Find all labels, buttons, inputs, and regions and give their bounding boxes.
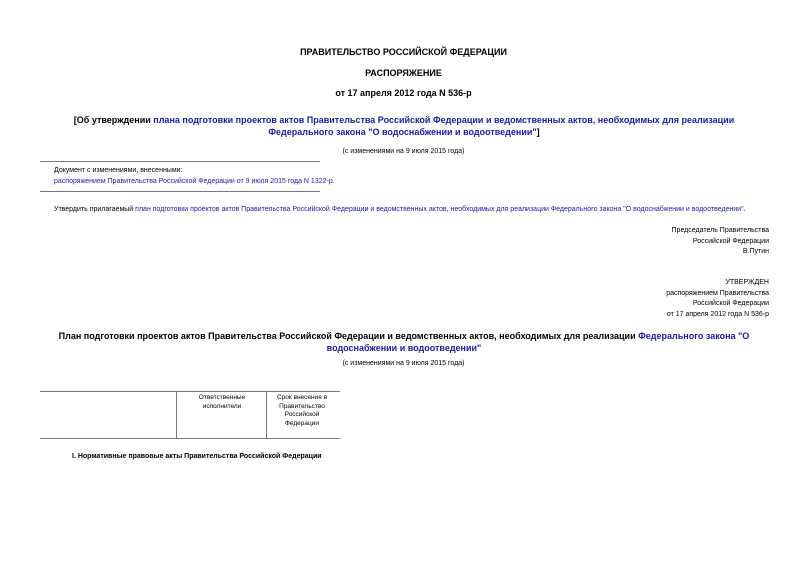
title-link[interactable]: плана подготовки проектов актов Правительства Российской Федерации и ведомственных актов, необходимых для реализации Федерального закона "О водоснабжении и водоотведении" bbox=[153, 115, 735, 137]
approval-label: УТВЕРЖДЕН bbox=[725, 279, 769, 286]
changes-note: (с изменениями на 9 июля 2015 года) bbox=[342, 148, 465, 155]
approval-country: Российской Федерации bbox=[692, 300, 769, 307]
column-header-responsible: Ответственные исполнители bbox=[198, 394, 246, 410]
table-bottom-rule bbox=[40, 438, 340, 439]
approval-date: от 17 апреля 2012 года N 536-р bbox=[666, 310, 769, 318]
amendment-suffix: . bbox=[332, 178, 335, 185]
document-title bbox=[40, 114, 768, 138]
amendments-top-rule bbox=[40, 161, 320, 162]
plan-title-text: План подготовки проектов актов Правительства Российской Федерации и ведомственных актов, необходимых для реализации bbox=[58, 331, 639, 341]
amendment-link[interactable]: распоряжением Правительства Российской Федерации от 9 июля 2015 года N 1322-р bbox=[54, 178, 333, 185]
amendments-line bbox=[54, 177, 335, 186]
document-date: от 17 апреля 2012 года N 536-р bbox=[335, 88, 472, 98]
table-divider-2 bbox=[266, 391, 267, 438]
plan-title bbox=[40, 330, 768, 354]
column-header-deadline: Срок внесения в Правительство Российской Федерации bbox=[276, 394, 328, 427]
signature-name: В.Путин bbox=[742, 248, 769, 255]
signature-country: Российской Федерации bbox=[692, 237, 769, 245]
title-close: ] bbox=[536, 127, 540, 137]
signature-block bbox=[672, 226, 769, 258]
table-top-rule bbox=[40, 391, 340, 392]
body-suffix: . bbox=[743, 206, 746, 213]
body-paragraph bbox=[54, 205, 746, 214]
title-open: [Об утверждении bbox=[73, 115, 154, 125]
table-divider-1 bbox=[176, 391, 177, 438]
document-type: РАСПОРЯЖЕНИЕ bbox=[365, 68, 442, 78]
approval-by: распоряжением Правительства bbox=[666, 289, 769, 297]
section-heading: I. Нормативные правовые акты Правительства Российской Федерации bbox=[72, 453, 322, 460]
approval-block bbox=[666, 278, 769, 320]
body-prefix: Утвердить прилагаемый bbox=[54, 206, 136, 213]
government-name: ПРАВИТЕЛЬСТВО РОССИЙСКОЙ ФЕДЕРАЦИИ bbox=[300, 47, 507, 57]
amendments-bottom-rule bbox=[40, 191, 320, 192]
plan-changes-note: (с изменениями на 9 июля 2015 года) bbox=[342, 360, 465, 367]
amendments-intro: Документ с изменениями, внесенными: bbox=[54, 167, 183, 174]
plan-link[interactable]: план подготовки проектов актов Правительства Российской Федерации и ведомственных актов, необходимых для реализации Федерального закона "О водоснабжении и водоотведении" bbox=[135, 206, 744, 213]
plan-title-link[interactable]: Федерального закона "О водоснабжении и водоотведении" bbox=[326, 331, 750, 353]
signature-position: Председатель Правительства bbox=[671, 227, 769, 234]
